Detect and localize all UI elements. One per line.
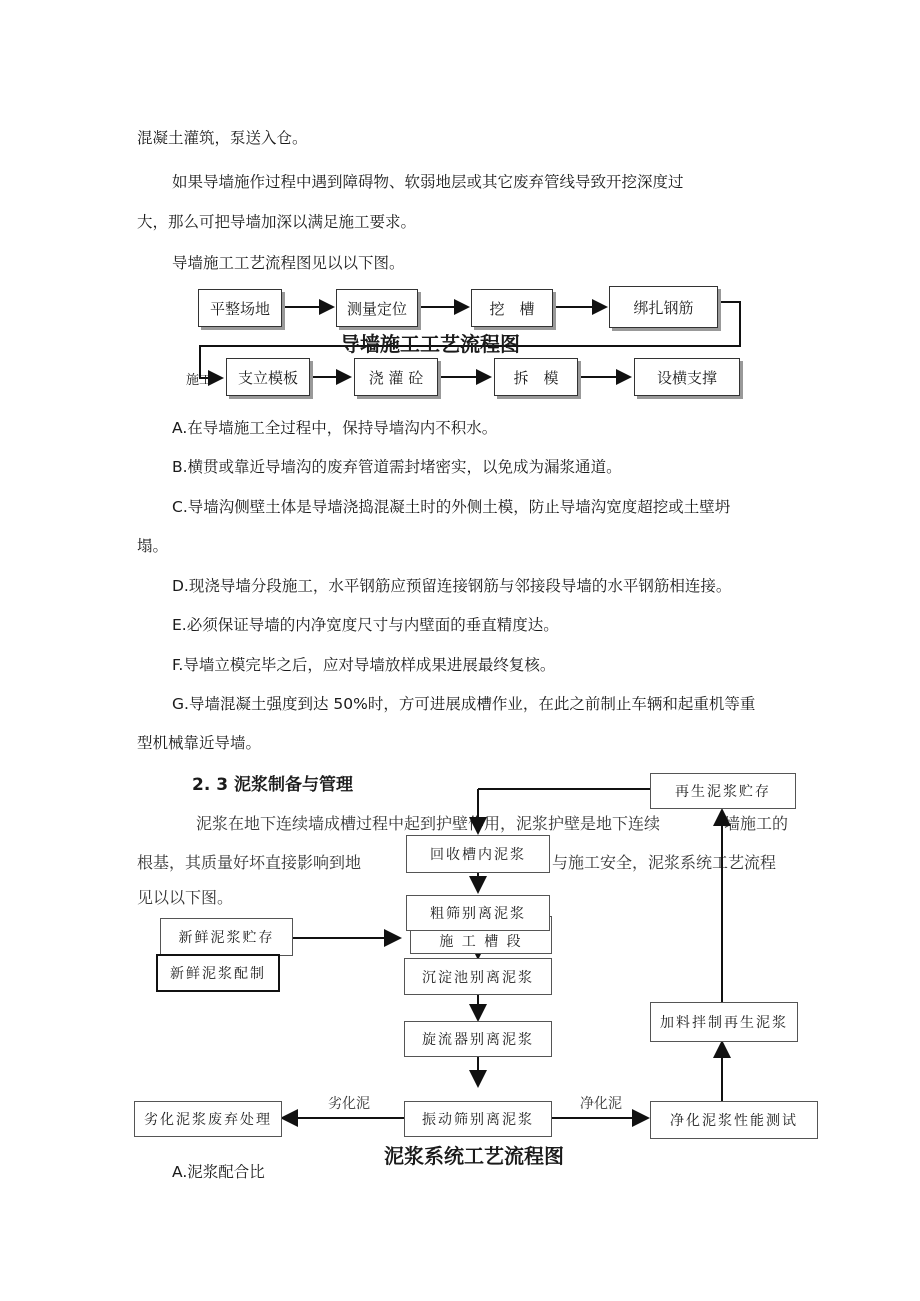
flow-box: 振动筛别离泥浆 (404, 1101, 552, 1137)
paragraph-text: 大，那么可把导墙加深以满足施工要求。 (137, 213, 417, 231)
list-item: B.横贯或靠近导墙沟的废弃管道需封堵密实，以免成为漏浆通道。 (172, 458, 622, 476)
flow-box: 支立模板 (226, 358, 310, 396)
list-item: A.泥浆配合比 (172, 1163, 265, 1181)
list-item: D.现浇导墙分段施工，水平钢筋应预留连接钢筋与邻接段导墙的水平钢筋相连接。 (172, 577, 732, 595)
flow-box: 净化泥浆性能测试 (650, 1101, 818, 1139)
flowchart-2-title: 泥浆系统工艺流程图 (384, 1144, 564, 1168)
flow-box: 劣化泥浆废弃处理 (134, 1101, 282, 1137)
flow-box: 粗筛别离泥浆 (406, 895, 550, 931)
section-text: 泥浆在地下连续墙成槽过程中起到护壁作用，泥浆护壁是地下连续 (196, 814, 661, 833)
flow-box: 加料拌制再生泥浆 (650, 1002, 798, 1042)
flow-box: 测量定位 (336, 289, 418, 327)
list-item: 塌。 (137, 537, 169, 555)
flow-box: 设横支撑 (634, 358, 740, 396)
flow-box: 旋流器别离泥浆 (404, 1021, 552, 1057)
paragraph-text: 导墙施工工艺流程图见以以下图。 (172, 254, 405, 272)
list-item: A.在导墙施工全过程中，保持导墙沟内不积水。 (172, 419, 498, 437)
list-item: G.导墙混凝土强度到达 50%时，方可进展成槽作业，在此之前制止车辆和起重机等重 (172, 695, 756, 713)
flow-box: 新鲜泥浆配制 (156, 954, 280, 992)
list-item: E.必须保证导墙的内净宽度尺寸与内壁面的垂直精度达。 (172, 616, 559, 634)
list-item: 型机械靠近导墙。 (137, 734, 262, 752)
flow-box: 新鲜泥浆贮存 (160, 918, 293, 956)
section-text: 与施工安全，泥浆系统工艺流程 (552, 853, 777, 872)
cut-off-label: 施工 (186, 373, 213, 388)
list-item: F.导墙立模完毕之后，应对导墙放样成果进展最终复核。 (172, 656, 556, 674)
flow-box: 平整场地 (198, 289, 282, 327)
arrow-label: 劣化泥 (328, 1096, 370, 1112)
section-text: 墙施工的 (724, 814, 789, 833)
paragraph-text: 混凝土灌筑，泵送入仓。 (137, 129, 308, 147)
flowchart-1-title: 导墙施工工艺流程图 (340, 332, 520, 356)
flow-box: 拆 模 (494, 358, 578, 396)
flow-box: 沉淀池别离泥浆 (404, 958, 552, 995)
flow-box: 挖 槽 (471, 289, 553, 327)
flow-box: 浇 灌 砼 (354, 358, 438, 396)
arrow-label: 净化泥 (580, 1096, 622, 1112)
section-heading: 2. 3 泥浆制备与管理 (192, 775, 353, 795)
flow-box: 再生泥浆贮存 (650, 773, 796, 809)
flow-box: 施 工 槽 段 (410, 916, 552, 954)
section-text: 根基，其质量好坏直接影响到地 (137, 853, 362, 872)
section-text: 见以以下图。 (137, 888, 234, 907)
paragraph-text: 如果导墙施作过程中遇到障碍物、软弱地层或其它废弃管线导致开挖深度过 (172, 173, 684, 191)
flow-box: 回收槽内泥浆 (406, 835, 550, 873)
flow-box: 绑扎钢筋 (609, 286, 718, 328)
list-item: C.导墙沟侧壁土体是导墙浇捣混凝土时的外侧土模，防止导墙沟宽度超挖或土壁坍 (172, 498, 731, 516)
